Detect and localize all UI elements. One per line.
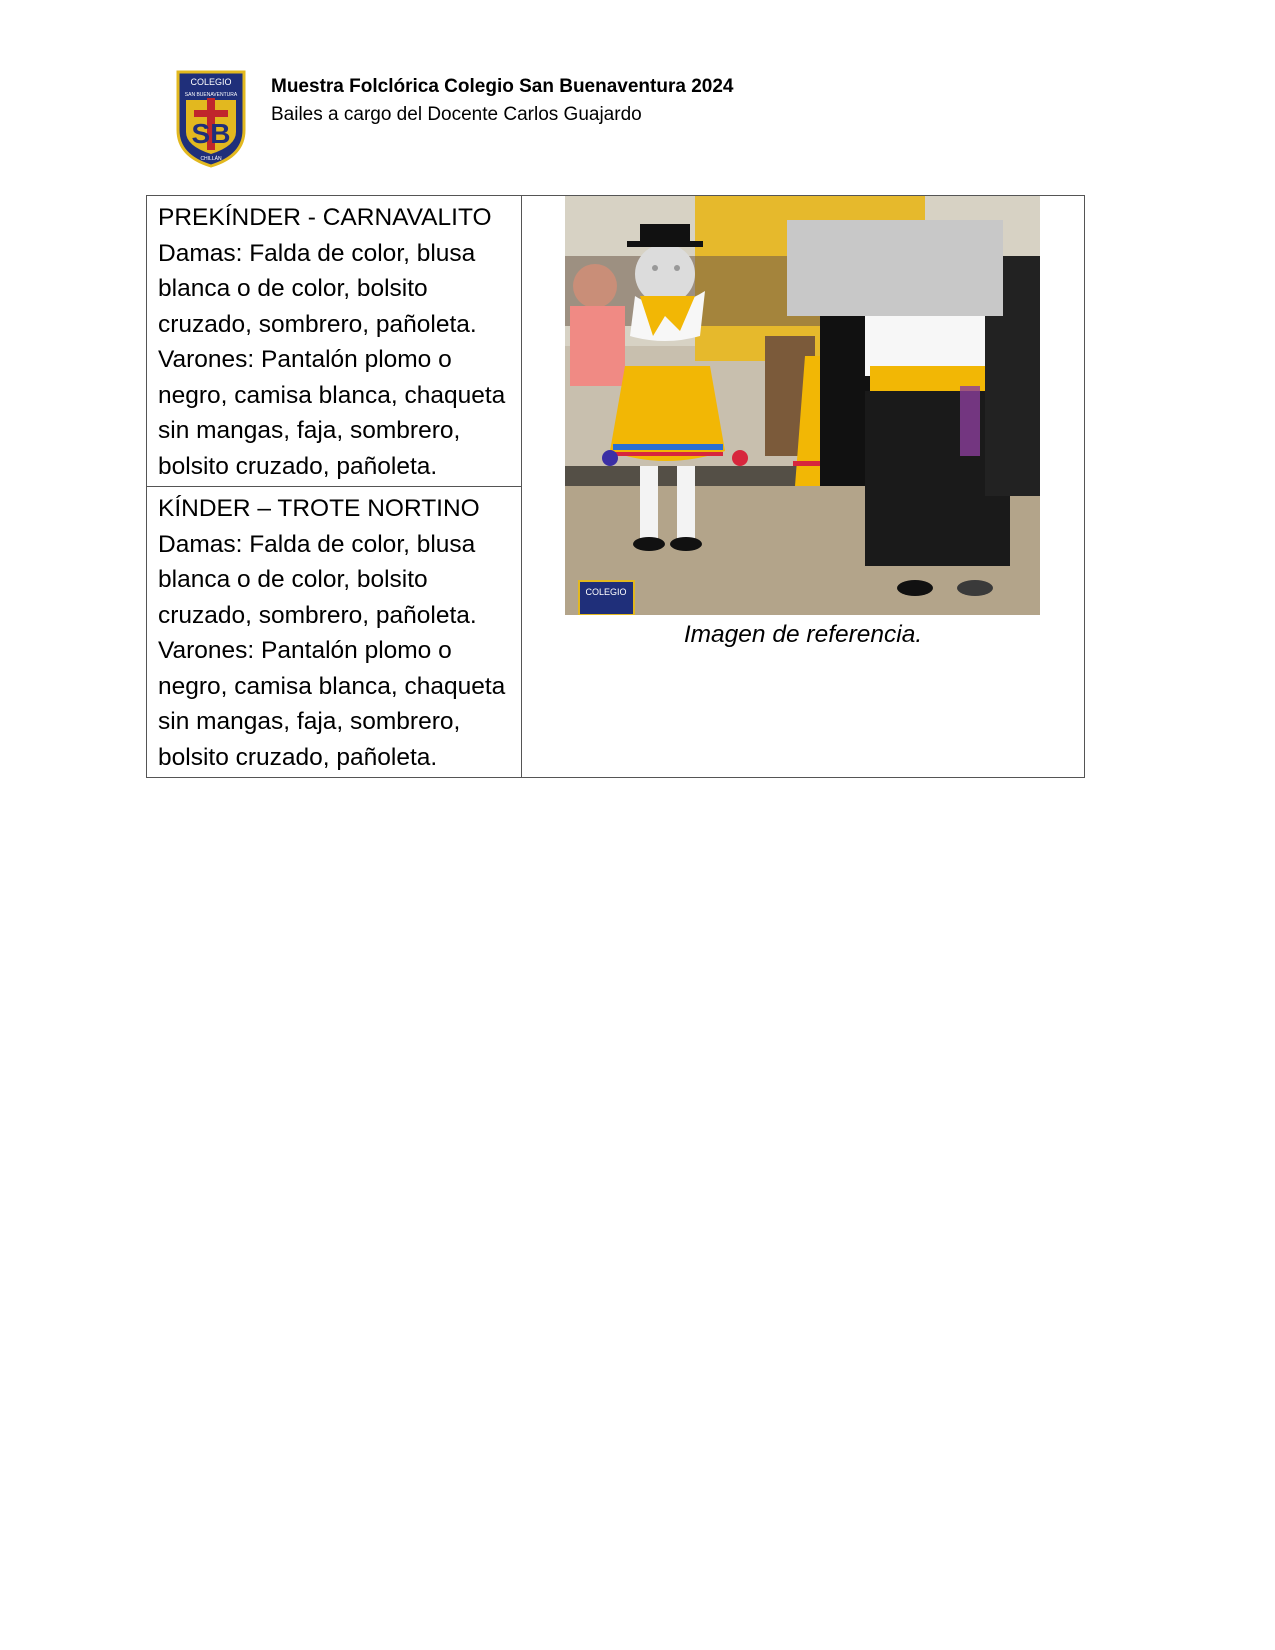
varones-text: Varones: Pantalón plomo o negro, camisa blanca, chaqueta sin mangas, faja, sombrero, bolsito cruzado, pañoleta. (158, 346, 506, 480)
logo-top-text: COLEGIO (190, 77, 232, 87)
varones-text: Varones: Pantalón plomo o negro, camisa blanca, chaqueta sin mangas, faja, sombrero, bolsito cruzado, pañoleta. (158, 637, 506, 771)
dancers-photo (565, 196, 1040, 615)
school-crest-icon (174, 70, 248, 168)
row-heading: PREKÍNDER - CARNAVALITO (158, 204, 492, 231)
costume-table (146, 195, 1085, 778)
damas-text: Damas: Falda de color, blusa blanca o de color, bolsito cruzado, sombrero, pañoleta. (158, 530, 477, 629)
kinder-cell (147, 487, 522, 778)
table-row (147, 196, 1085, 487)
document-title: Muestra Folclórica Colegio San Buenaventura 2024 (271, 76, 734, 97)
prekinder-cell (147, 196, 522, 487)
document-header (174, 70, 1074, 170)
header-text (271, 73, 733, 129)
logo-monogram: SB (191, 118, 231, 149)
reference-photo (565, 196, 1040, 615)
photo-watermark-text: COLEGIO (585, 587, 627, 597)
document-subtitle: Bailes a cargo del Docente Carlos Guajardo (271, 104, 642, 125)
logo-arc-text: SAN BUENAVENTURA (184, 92, 238, 98)
photo-cell (522, 196, 1085, 778)
damas-text: Damas: Falda de color, blusa blanca o de color, bolsito cruzado, sombrero, pañoleta. (158, 239, 477, 338)
image-caption: Imagen de referencia. (683, 621, 923, 648)
row-heading: KÍNDER – TROTE NORTINO (158, 495, 480, 522)
logo-bottom-text: CHILLÁN (200, 156, 222, 162)
